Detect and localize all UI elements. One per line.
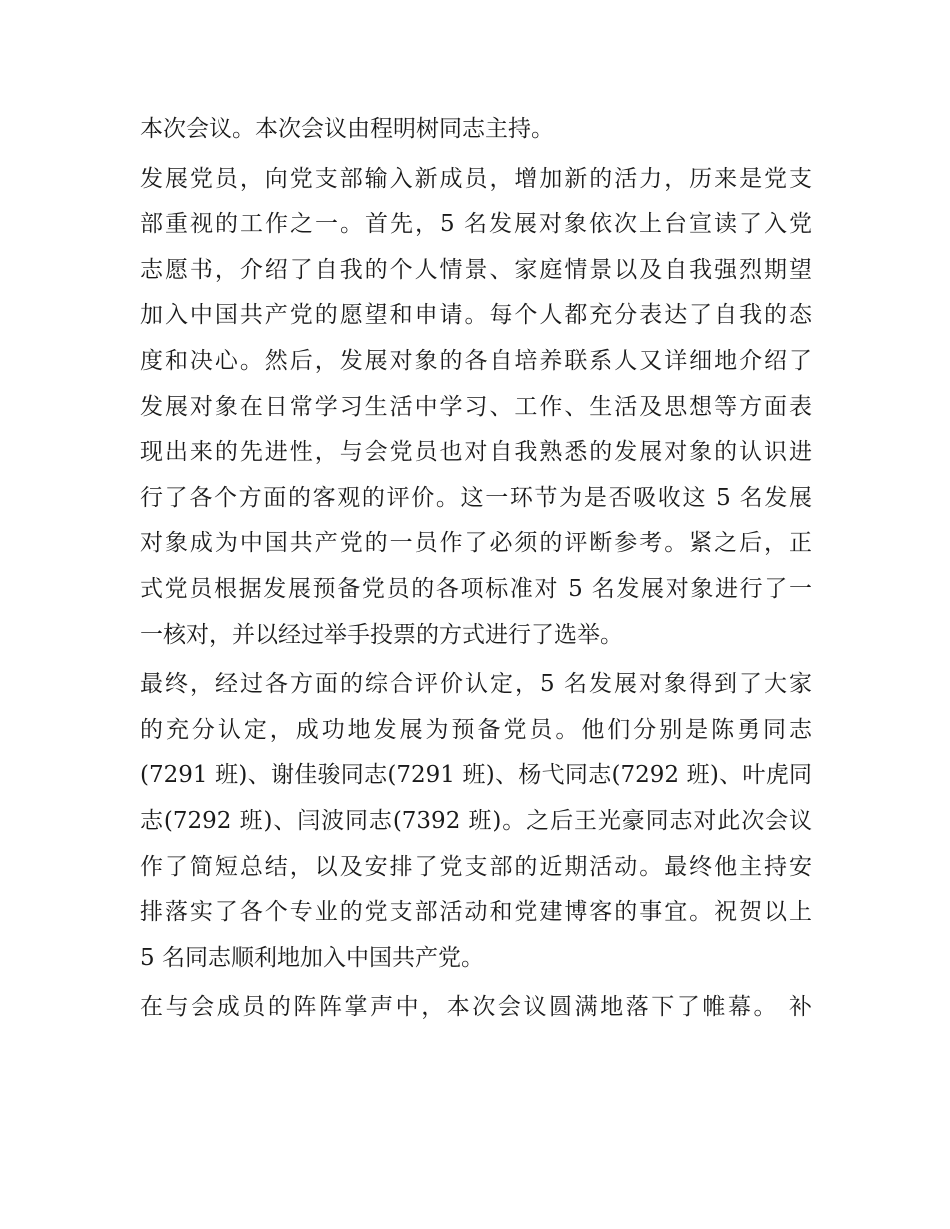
text-line: (7291 班)、谢佳骏同志(7291 班)、杨弋同志(7292 班)、叶虎同	[140, 762, 812, 789]
text-line: 志愿书，介绍了自我的个人情景、家庭情景以及自我强烈期望	[140, 256, 812, 283]
text-line: 作了简短总结，以及安排了党支部的近期活动。最终他主持安	[140, 853, 812, 880]
paragraph-4	[140, 985, 812, 1031]
text-line: 行了各个方面的客观的评价。这一环节为是否吸收这 5 名发展	[140, 484, 812, 511]
text-line: 度和决心。然后，发展对象的各自培养联系人又详细地介绍了	[140, 347, 812, 374]
text-line: 发展对象在日常学习生活中学习、工作、生活及思想等方面表	[140, 393, 812, 420]
paragraph-1	[140, 107, 812, 153]
text-line: 发展党员，向党支部输入新成员，增加新的活力，历来是党支	[140, 165, 812, 192]
text-line: 一核对，并以经过举手投票的方式进行了选举。	[140, 621, 623, 648]
text-line: 排落实了各个专业的党支部活动和党建博客的事宜。祝贺以上	[140, 899, 812, 926]
text-line: 加入中国共产党的愿望和申请。每个人都充分表达了自我的态	[140, 302, 812, 329]
document-body	[140, 107, 812, 1031]
text-line: 现出来的先进性，与会党员也对自我熟悉的发展对象的认识进	[140, 439, 812, 466]
text-line: 式党员根据发展预备党员的各项标准对 5 名发展对象进行了一	[140, 575, 812, 602]
text-line: 志(7292 班)、闫波同志(7392 班)。之后王光豪同志对此次会议	[140, 807, 812, 834]
text-line: 对象成为中国共产党的一员作了必须的评断参考。紧之后，正	[140, 530, 812, 557]
text-line: 在与会成员的阵阵掌声中，本次会议圆满地落下了帷幕。 补	[140, 994, 812, 1021]
paragraph-3	[140, 662, 812, 981]
text-line: 5 名同志顺利地加入中国共产党。	[140, 944, 484, 971]
text-line: 本次会议。本次会议由程明树同志主持。	[140, 116, 554, 142]
text-line: 的充分认定，成功地发展为预备党员。他们分别是陈勇同志	[140, 716, 812, 743]
text-line: 最终，经过各方面的综合评价认定，5 名发展对象得到了大家	[140, 671, 812, 698]
text-line: 部重视的工作之一。首先，5 名发展对象依次上台宣读了入党	[140, 211, 812, 238]
paragraph-2	[140, 157, 812, 659]
